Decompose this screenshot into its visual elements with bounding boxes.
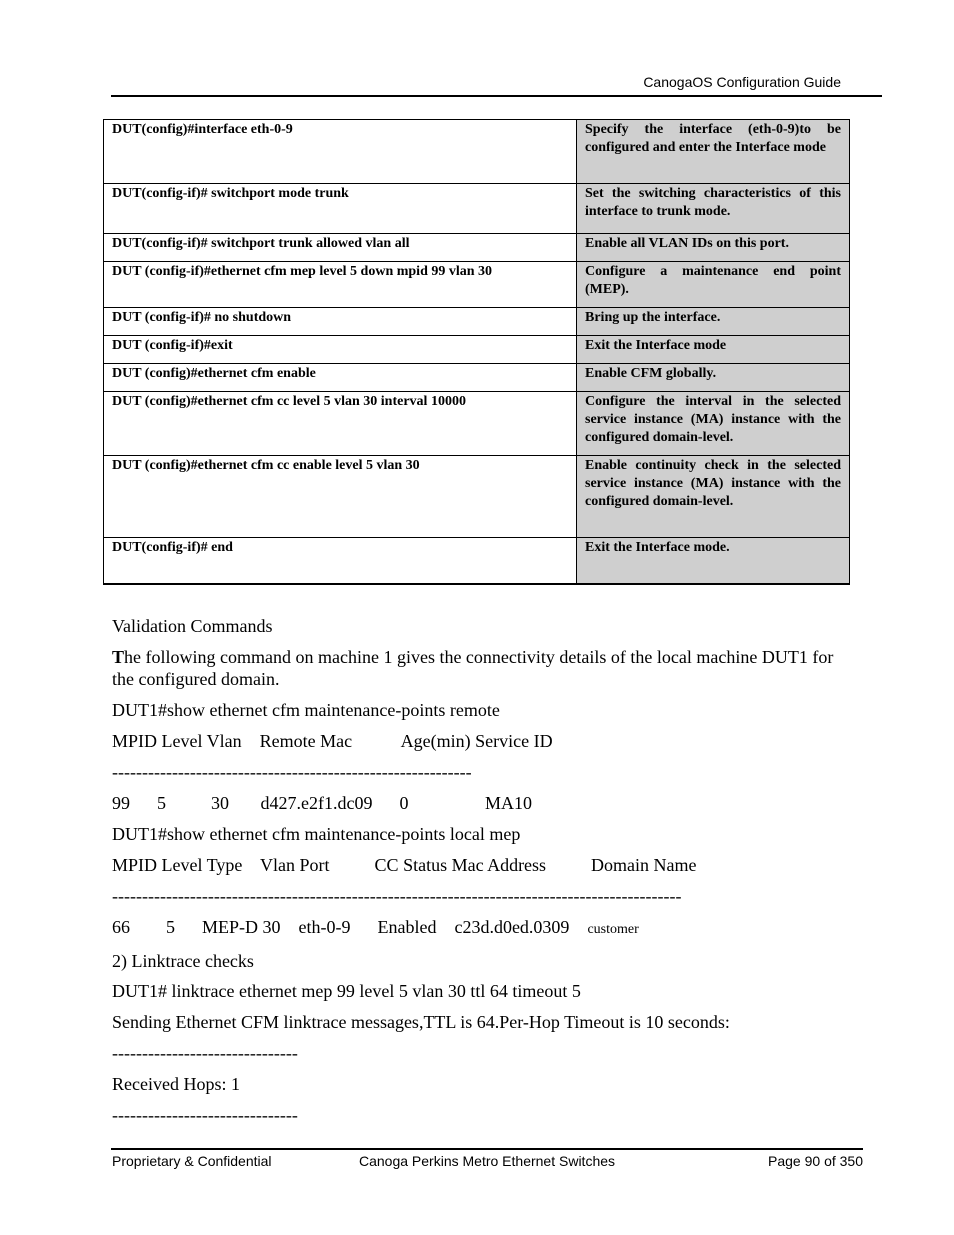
command-cell: DUT (config)#ethernet cfm cc level 5 vlan 30 interval 10000 [104, 392, 577, 456]
received-hops: Received Hops: 1 [112, 1074, 240, 1094]
command-cell: DUT (config)#ethernet cfm enable [104, 364, 577, 392]
page-header-title: CanogaOS Configuration Guide [643, 74, 841, 90]
description-cell: Enable CFM globally. [577, 364, 850, 392]
footer-page-number: Page 90 of 350 [768, 1153, 863, 1169]
command-row [104, 308, 850, 336]
command-row [104, 456, 850, 538]
description-cell: Enable continuity check in the selected service instance (MA) instance with the configured domain-level. [577, 456, 850, 538]
command-cell: DUT(config-if)# switchport trunk allowed vlan all [104, 234, 577, 262]
separator-short-1: ------------------------------- [112, 1043, 298, 1063]
intro-text: he following command on machine 1 gives the connectivity details of the local machine DUT1 for the configured domain. [112, 647, 834, 689]
command-cell: DUT(config-if)# switchport mode trunk [104, 184, 577, 234]
intro-paragraph [112, 646, 847, 690]
command-row [104, 120, 850, 184]
command-cell: DUT (config-if)#ethernet cfm mep level 5 down mpid 99 vlan 30 [104, 262, 577, 308]
footer-rule [111, 1148, 863, 1150]
command-row [104, 364, 850, 392]
description-cell: Configure the interval in the selected service instance (MA) instance with the configured domain-level. [577, 392, 850, 456]
description-cell: Enable all VLAN IDs on this port. [577, 234, 850, 262]
command-row [104, 234, 850, 262]
command-cell: DUT (config)#ethernet cfm cc enable level 5 vlan 30 [104, 456, 577, 538]
cmd-linktrace: DUT1# linktrace ethernet mep 99 level 5 vlan 30 ttl 64 timeout 5 [112, 981, 581, 1001]
footer-center: Canoga Perkins Metro Ethernet Switches [359, 1153, 616, 1169]
local-table-row [112, 916, 847, 941]
local-row-values: 66 5 MEP-D 30 eth-0-9 Enabled c23d.d0ed.0309 [112, 917, 588, 937]
cmd-show-local: DUT1#show ethernet cfm maintenance-points local mep [112, 824, 521, 844]
remote-table-row: 99 5 30 d427.e2f1.dc09 0 MA10 [112, 793, 532, 813]
remote-table-header: MPID Level Vlan Remote Mac Age(min) Service ID [112, 731, 553, 751]
command-row [104, 538, 850, 584]
footer-left: Proprietary & Confidential [112, 1153, 272, 1169]
local-row-domain: customer [587, 922, 639, 937]
description-cell: Exit the Interface mode. [577, 538, 850, 584]
command-cell: DUT(config)#interface eth-0-9 [104, 120, 577, 184]
command-cell: DUT (config-if)#exit [104, 336, 577, 364]
separator-short-2: ------------------------------- [112, 1105, 298, 1125]
validation-heading: Validation Commands [112, 616, 273, 636]
command-row [104, 184, 850, 234]
remote-separator: ------------------------------------------------------------ [112, 762, 472, 782]
intro-drop-letter: T [112, 647, 125, 667]
validation-section [112, 615, 847, 1126]
command-row [104, 336, 850, 364]
local-table-header: MPID Level Type Vlan Port CC Status Mac Address Domain Name [112, 855, 697, 875]
command-row [104, 262, 850, 308]
command-cell: DUT(config-if)# end [104, 538, 577, 584]
description-cell: Configure a maintenance end point (MEP). [577, 262, 850, 308]
description-cell: Specify the interface (eth-0-9)to be configured and enter the Interface mode [577, 120, 850, 184]
description-cell: Bring up the interface. [577, 308, 850, 336]
cmd-show-remote: DUT1#show ethernet cfm maintenance-points remote [112, 700, 500, 720]
description-cell: Exit the Interface mode [577, 336, 850, 364]
description-cell: Set the switching characteristics of this interface to trunk mode. [577, 184, 850, 234]
command-cell: DUT (config-if)# no shutdown [104, 308, 577, 336]
local-separator: ----------------------------------------------------------------------------------------------- [112, 886, 682, 906]
linktrace-sending-text: Sending Ethernet CFM linktrace messages,TTL is 64.Per-Hop Timeout is 10 seconds: [112, 1012, 730, 1032]
command-table [103, 119, 850, 585]
command-row [104, 392, 850, 456]
header-rule [111, 95, 882, 97]
linktrace-heading: 2) Linktrace checks [112, 951, 254, 971]
